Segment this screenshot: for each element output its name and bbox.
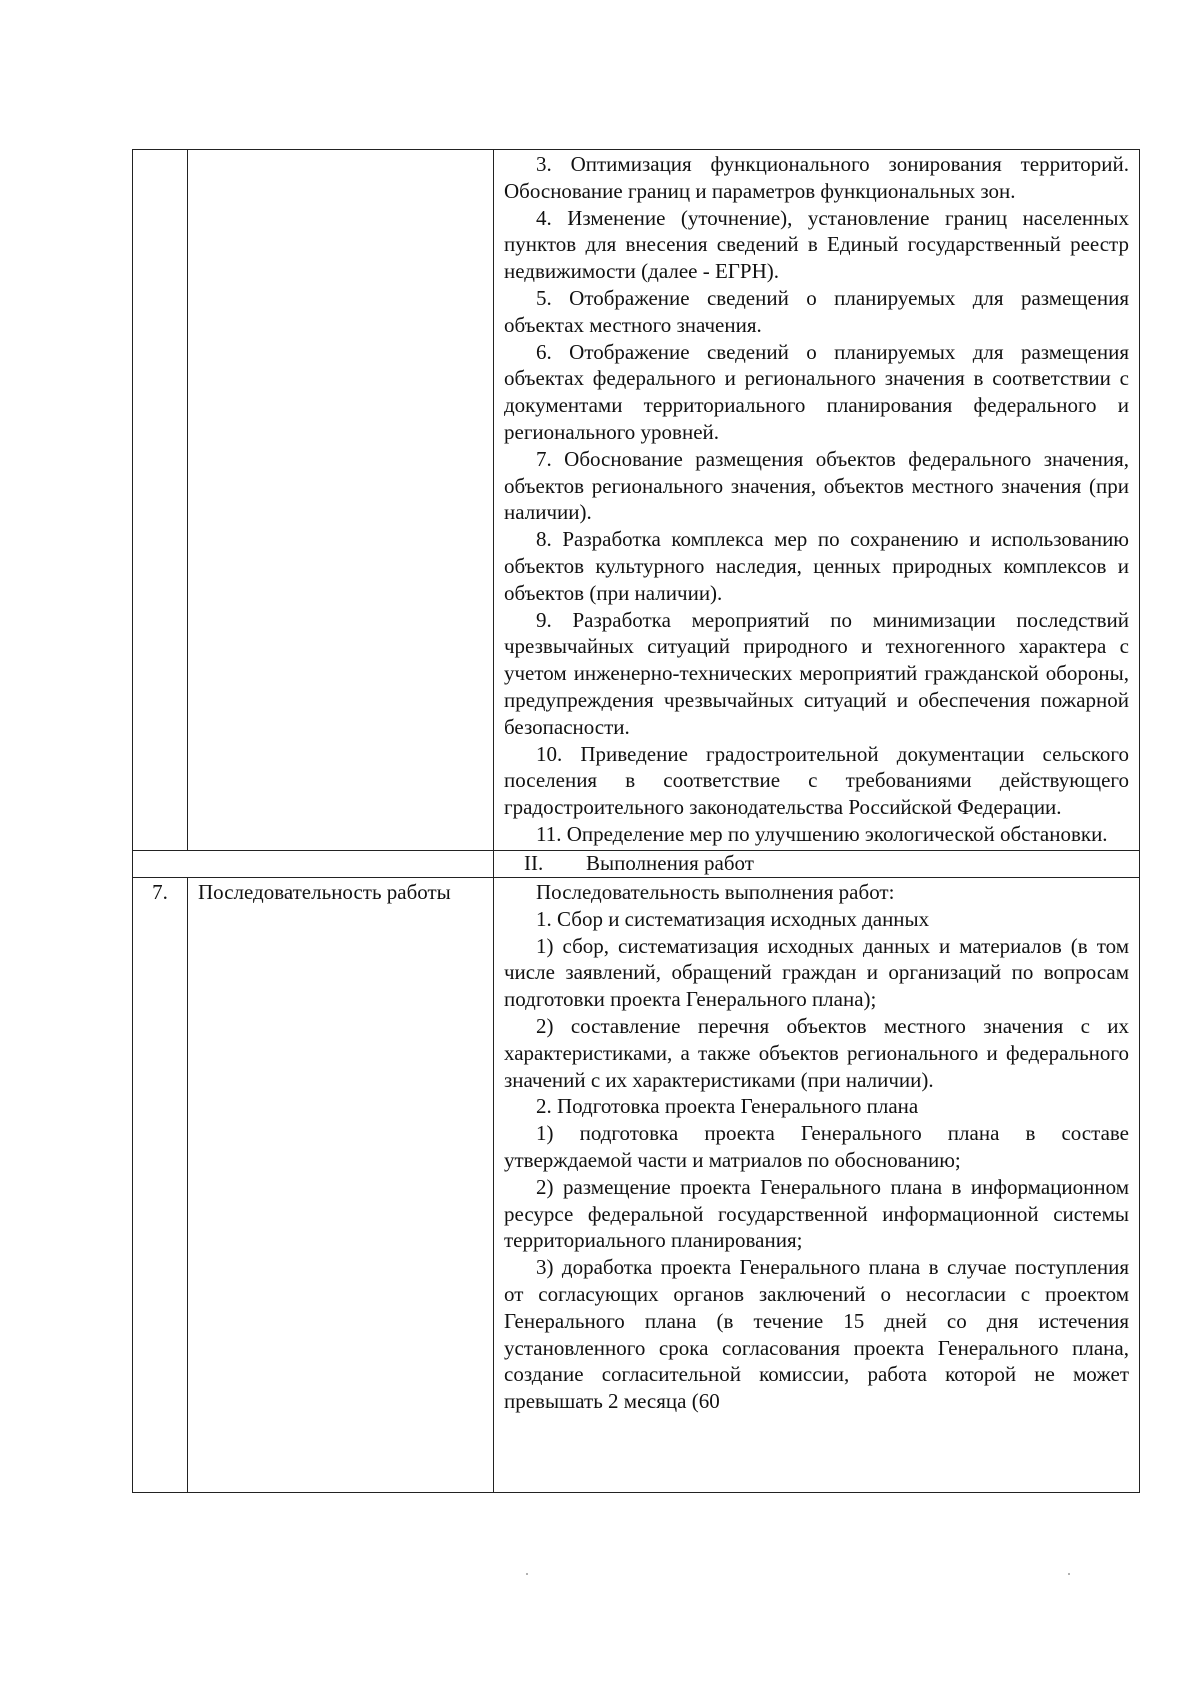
scan-artifact bbox=[526, 1573, 528, 1575]
section-empty-cell bbox=[133, 851, 188, 878]
section-title: Выполнения работ bbox=[586, 851, 754, 875]
list-item: 9. Разработка мероприятий по минимизации последствий чрезвычайных ситуаций природного и техногенного характера с учетом инженерно-технических мероприятий гражданской обороны, предупреждения чрезвычайных ситуаций и обеспечения пожарной безопасности. bbox=[504, 607, 1129, 739]
list-item: 8. Разработка комплекса мер по сохранению и использованию объектов культурного наследия, ценных природных комплексов и объектов (при наличии). bbox=[504, 527, 1129, 605]
row-name-cell bbox=[188, 150, 494, 851]
scan-artifact bbox=[1068, 1573, 1070, 1575]
list-item: 1) подготовка проекта Генерального плана в составе утверждаемой части и матриалов по обоснованию; bbox=[504, 1121, 1129, 1172]
list-item: 2. Подготовка проекта Генерального плана bbox=[536, 1094, 919, 1119]
row-name-cell bbox=[188, 878, 494, 1493]
list-item: 4. Изменение (уточнение), установление границ населенных пунктов для внесения сведений в Единый государственный реестр недвижимости (далее - ЕГРН). bbox=[504, 205, 1129, 284]
list-item: 7. Обоснование размещения объектов федерального значения, объектов регионального значения, объектов местного значения (при наличии). bbox=[504, 446, 1129, 525]
section-empty-cell bbox=[188, 851, 494, 878]
row-name: Последовательность работы bbox=[198, 880, 451, 904]
row-number: 7. bbox=[152, 880, 168, 904]
list-item: 2) размещение проекта Генерального плана в информационном ресурсе федеральной государственной информационной системы территориального планирования; bbox=[504, 1174, 1129, 1253]
list-item: 10. Приведение градостроительной документации сельского поселения в соответствие с требованиями действующего градостроительного законодательства Российской Федерации. bbox=[504, 741, 1129, 820]
list-item: 2) составление перечня объектов местного значения с их характеристиками, а также объектов регионального и федерального значений с их характеристиками (при наличии). bbox=[504, 1013, 1129, 1092]
terms-table bbox=[132, 149, 1140, 1493]
list-item: 6. Отображение сведений о планируемых для размещения объектах федерального и регионального значения в соответствии с документами территориального планирования федерального и регионального уровней. bbox=[504, 339, 1129, 444]
row-number-cell bbox=[133, 878, 188, 1493]
section-header-row bbox=[133, 851, 1140, 878]
list-item: 3. Оптимизация функционального зонирования территорий. Обоснование границ и параметров функциональных зон. bbox=[504, 152, 1129, 203]
list-item: Последовательность выполнения работ: bbox=[536, 880, 895, 904]
table-row bbox=[133, 150, 1140, 851]
list-item: 1) сбор, систематизация исходных данных и материалов (в том числе заявлений, обращений граждан и организаций по вопросам подготовки проекта Генерального плана); bbox=[504, 933, 1129, 1012]
section-title-cell bbox=[494, 851, 1140, 878]
row-content-cell bbox=[494, 878, 1140, 1493]
row-content-cell bbox=[494, 150, 1140, 851]
section-number: II. bbox=[524, 851, 544, 875]
list-item: 5. Отображение сведений о планируемых для размещения объектах местного значения. bbox=[504, 285, 1129, 337]
table-row bbox=[133, 878, 1140, 1493]
list-item: 3) доработка проекта Генерального плана в случае поступления от согласующих органов заключений о несогласии с проектом Генерального плана (в течение 15 дней со дня истечения установленного срока согласования проекта Генерального плана, создание согласительной комиссии, работа которой не может превышать 2 месяца (60 bbox=[504, 1255, 1129, 1414]
row-number-cell bbox=[133, 150, 188, 851]
list-item: 1. Сбор и систематизация исходных данных bbox=[536, 906, 930, 931]
list-item: 11. Определение мер по улучшению экологической обстановки. bbox=[536, 821, 1108, 846]
